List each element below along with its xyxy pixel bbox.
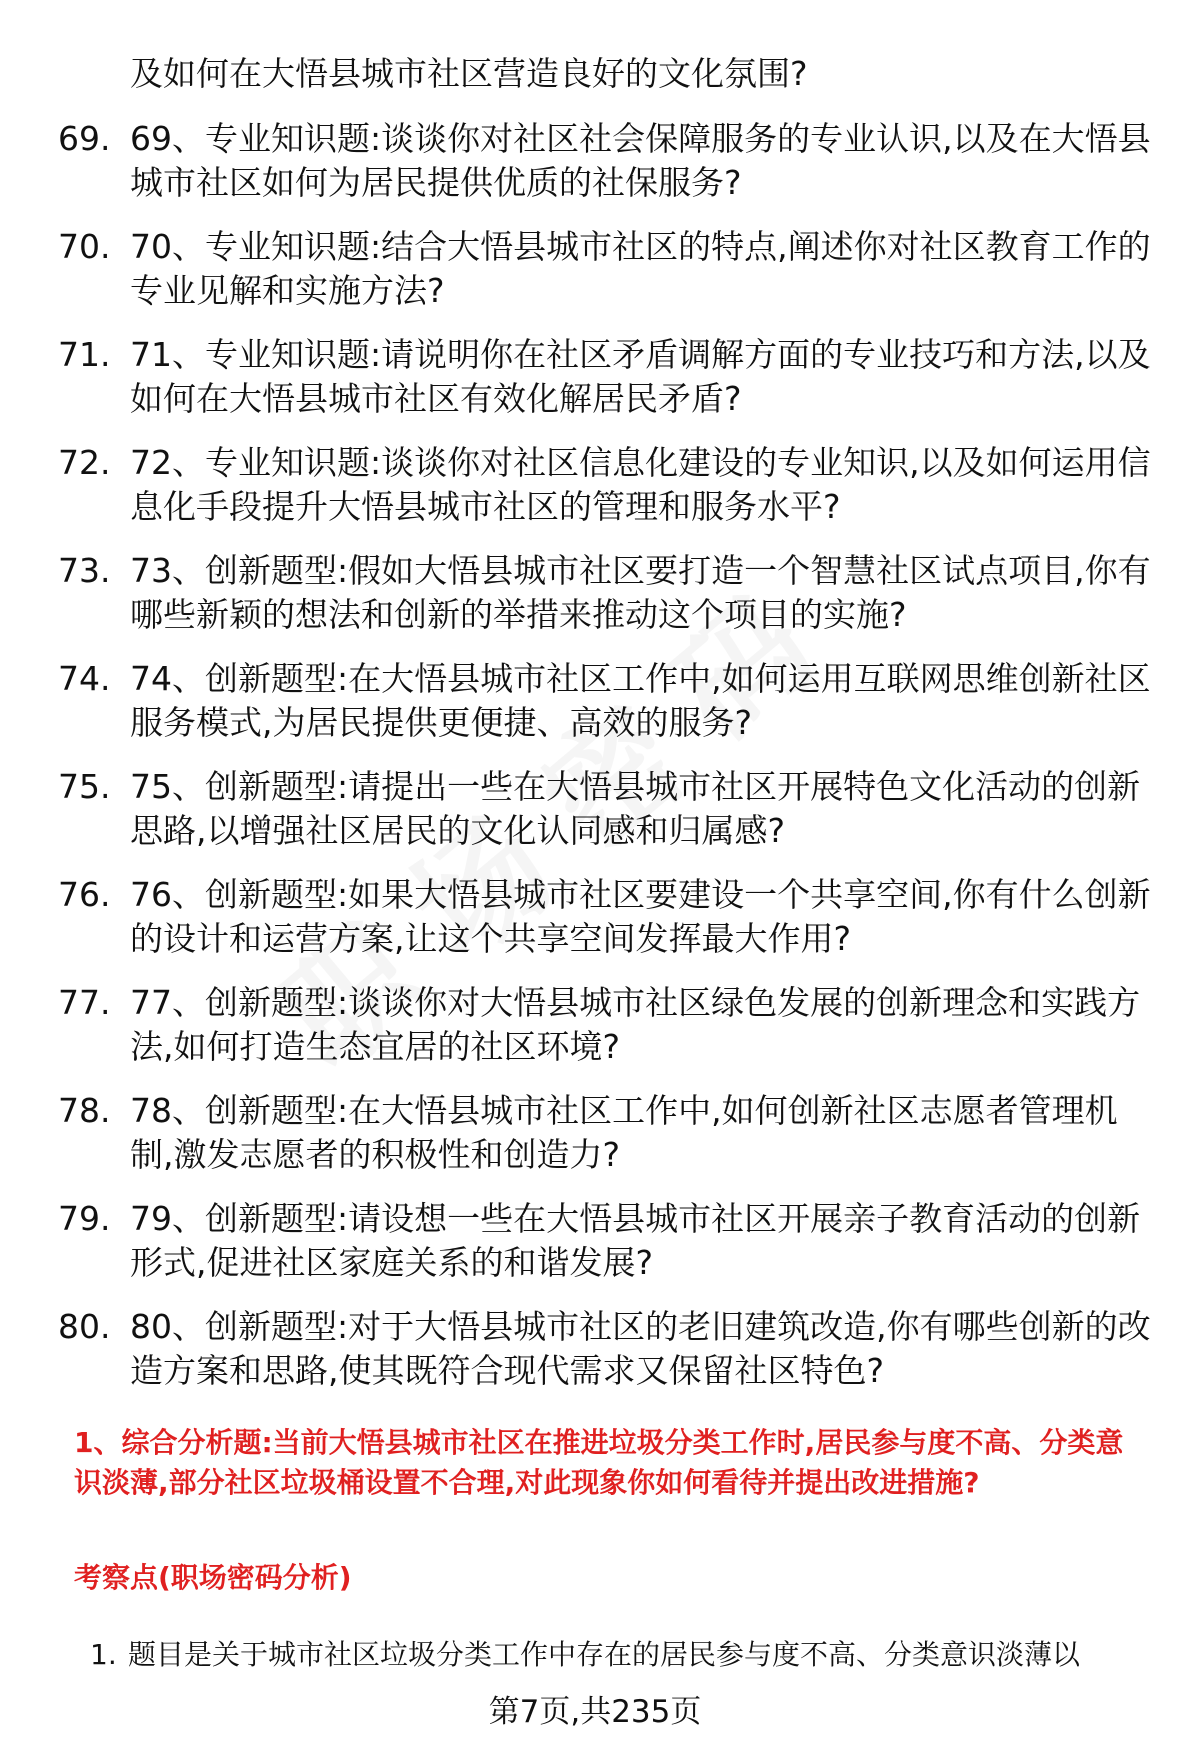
question-number: 77. (58, 983, 111, 1022)
question-item (58, 1197, 1158, 1305)
question-text: 69、专业知识题:谈谈你对社区社会保障服务的专业认识,以及在大悟县城市社区如何为居民提供优质的社保服务? (130, 119, 1151, 202)
question-number: 72. (58, 443, 111, 482)
continued-question-text: 及如何在大悟县城市社区营造良好的文化氛围? (130, 54, 808, 93)
question-text: 72、专业知识题:谈谈你对社区信息化建设的专业知识,以及如何运用信息化手段提升大悟县城市社区的管理和服务水平? (130, 443, 1151, 526)
question-item (58, 333, 1158, 441)
question-item (58, 1305, 1158, 1413)
question-item (58, 441, 1158, 549)
featured-question: 1、综合分析题:当前大悟县城市社区在推进垃圾分类工作时,居民参与度不高、分类意识淡薄,部分社区垃圾桶设置不合理,对此现象你如何看待并提出改进措施? (74, 1426, 1124, 1499)
question-item (58, 225, 1158, 333)
question-list (58, 117, 1158, 1413)
question-item (58, 1089, 1158, 1197)
question-number: 79. (58, 1199, 111, 1238)
question-item (58, 549, 1158, 657)
analysis-item-text: 题目是关于城市社区垃圾分类工作中存在的居民参与度不高、分类意识淡薄以 (128, 1638, 1081, 1671)
question-number: 80. (58, 1307, 111, 1346)
question-text: 70、专业知识题:结合大悟县城市社区的特点,阐述你对社区教育工作的专业见解和实施方法? (130, 227, 1151, 310)
analysis-item (90, 1635, 1150, 1675)
question-number: 74. (58, 659, 111, 698)
analysis-item-number: 1. (90, 1638, 117, 1671)
question-text: 79、创新题型:请设想一些在大悟县城市社区开展亲子教育活动的创新形式,促进社区家庭关系的和谐发展? (130, 1199, 1141, 1282)
question-text: 78、创新题型:在大悟县城市社区工作中,如何创新社区志愿者管理机制,激发志愿者的积极性和创造力? (130, 1091, 1118, 1174)
analysis-heading: 考察点(职场密码分析) (74, 1561, 352, 1594)
question-text: 76、创新题型:如果大悟县城市社区要建设一个共享空间,你有什么创新的设计和运营方案,让这个共享空间发挥最大作用? (130, 875, 1151, 958)
question-text: 77、创新题型:谈谈你对大悟县城市社区绿色发展的创新理念和实践方法,如何打造生态宜居的社区环境? (130, 983, 1141, 1066)
question-item (58, 873, 1158, 981)
question-item (58, 657, 1158, 765)
page-footer: 第7页,共235页 (488, 1694, 702, 1730)
question-number: 73. (58, 551, 111, 590)
question-number: 78. (58, 1091, 111, 1130)
question-text: 80、创新题型:对于大悟县城市社区的老旧建筑改造,你有哪些创新的改造方案和思路,使其既符合现代需求又保留社区特色? (130, 1307, 1151, 1390)
question-number: 70. (58, 227, 111, 266)
question-text: 71、专业知识题:请说明你在社区矛盾调解方面的专业技巧和方法,以及如何在大悟县城市社区有效化解居民矛盾? (130, 335, 1151, 418)
question-text: 73、创新题型:假如大悟县城市社区要打造一个智慧社区试点项目,你有哪些新颖的想法和创新的举措来推动这个项目的实施? (130, 551, 1151, 634)
question-number: 69. (58, 119, 111, 158)
question-number: 75. (58, 767, 111, 806)
question-text: 75、创新题型:请提出一些在大悟县城市社区开展特色文化活动的创新思路,以增强社区居民的文化认同感和归属感? (130, 767, 1141, 850)
question-text: 74、创新题型:在大悟县城市社区工作中,如何运用互联网思维创新社区服务模式,为居民提供更便捷、高效的服务? (130, 659, 1151, 742)
question-item (58, 981, 1158, 1089)
question-number: 71. (58, 335, 111, 374)
question-item (58, 117, 1158, 225)
question-number: 76. (58, 875, 111, 914)
question-item (58, 765, 1158, 873)
